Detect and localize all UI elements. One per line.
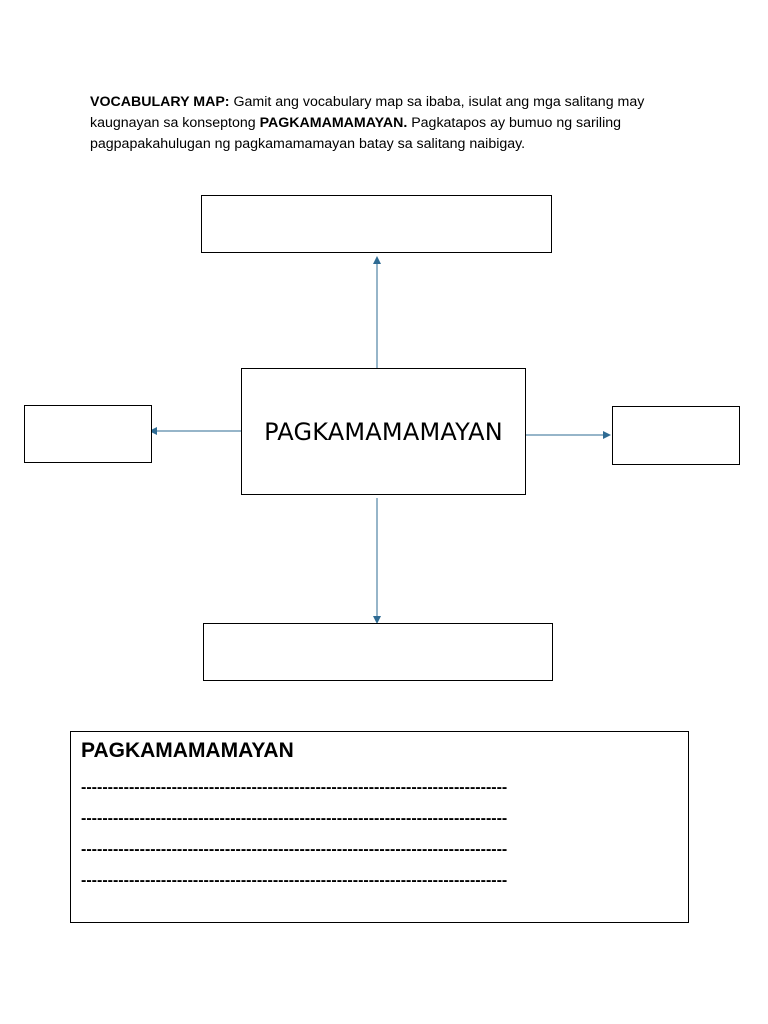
instructions-label: VOCABULARY MAP: [90, 94, 230, 110]
answer-line[interactable]: -------------------------------------------------------------------------------- [81, 841, 508, 858]
answer-box-bottom[interactable] [203, 623, 553, 681]
instructions-text-1: Gamit ang vocabulary map sa ibaba, isulat ang mga salitang may kaugnayan sa konseptong [90, 94, 645, 131]
definition-box[interactable] [70, 731, 689, 923]
answer-line[interactable]: -------------------------------------------------------------------------------- [81, 779, 508, 796]
answer-line[interactable]: -------------------------------------------------------------------------------- [81, 810, 508, 827]
center-concept-box [241, 368, 526, 495]
instructions-text-2: Pagkatapos ay bumuo ng sariling pagpapakahulugan ng pagkamamamayan batay sa salitang naibigay. [90, 115, 621, 152]
answer-box-top[interactable] [201, 195, 552, 253]
answer-line[interactable]: -------------------------------------------------------------------------------- [81, 872, 508, 889]
answer-box-right[interactable] [612, 406, 740, 465]
definition-title: PAGKAMAMAMAYAN [81, 739, 294, 762]
instructions-keyword: PAGKAMAMAMAYAN. [259, 115, 408, 131]
center-concept-label: PAGKAMAMAMAYAN [264, 417, 503, 446]
answer-box-left[interactable] [24, 405, 152, 463]
